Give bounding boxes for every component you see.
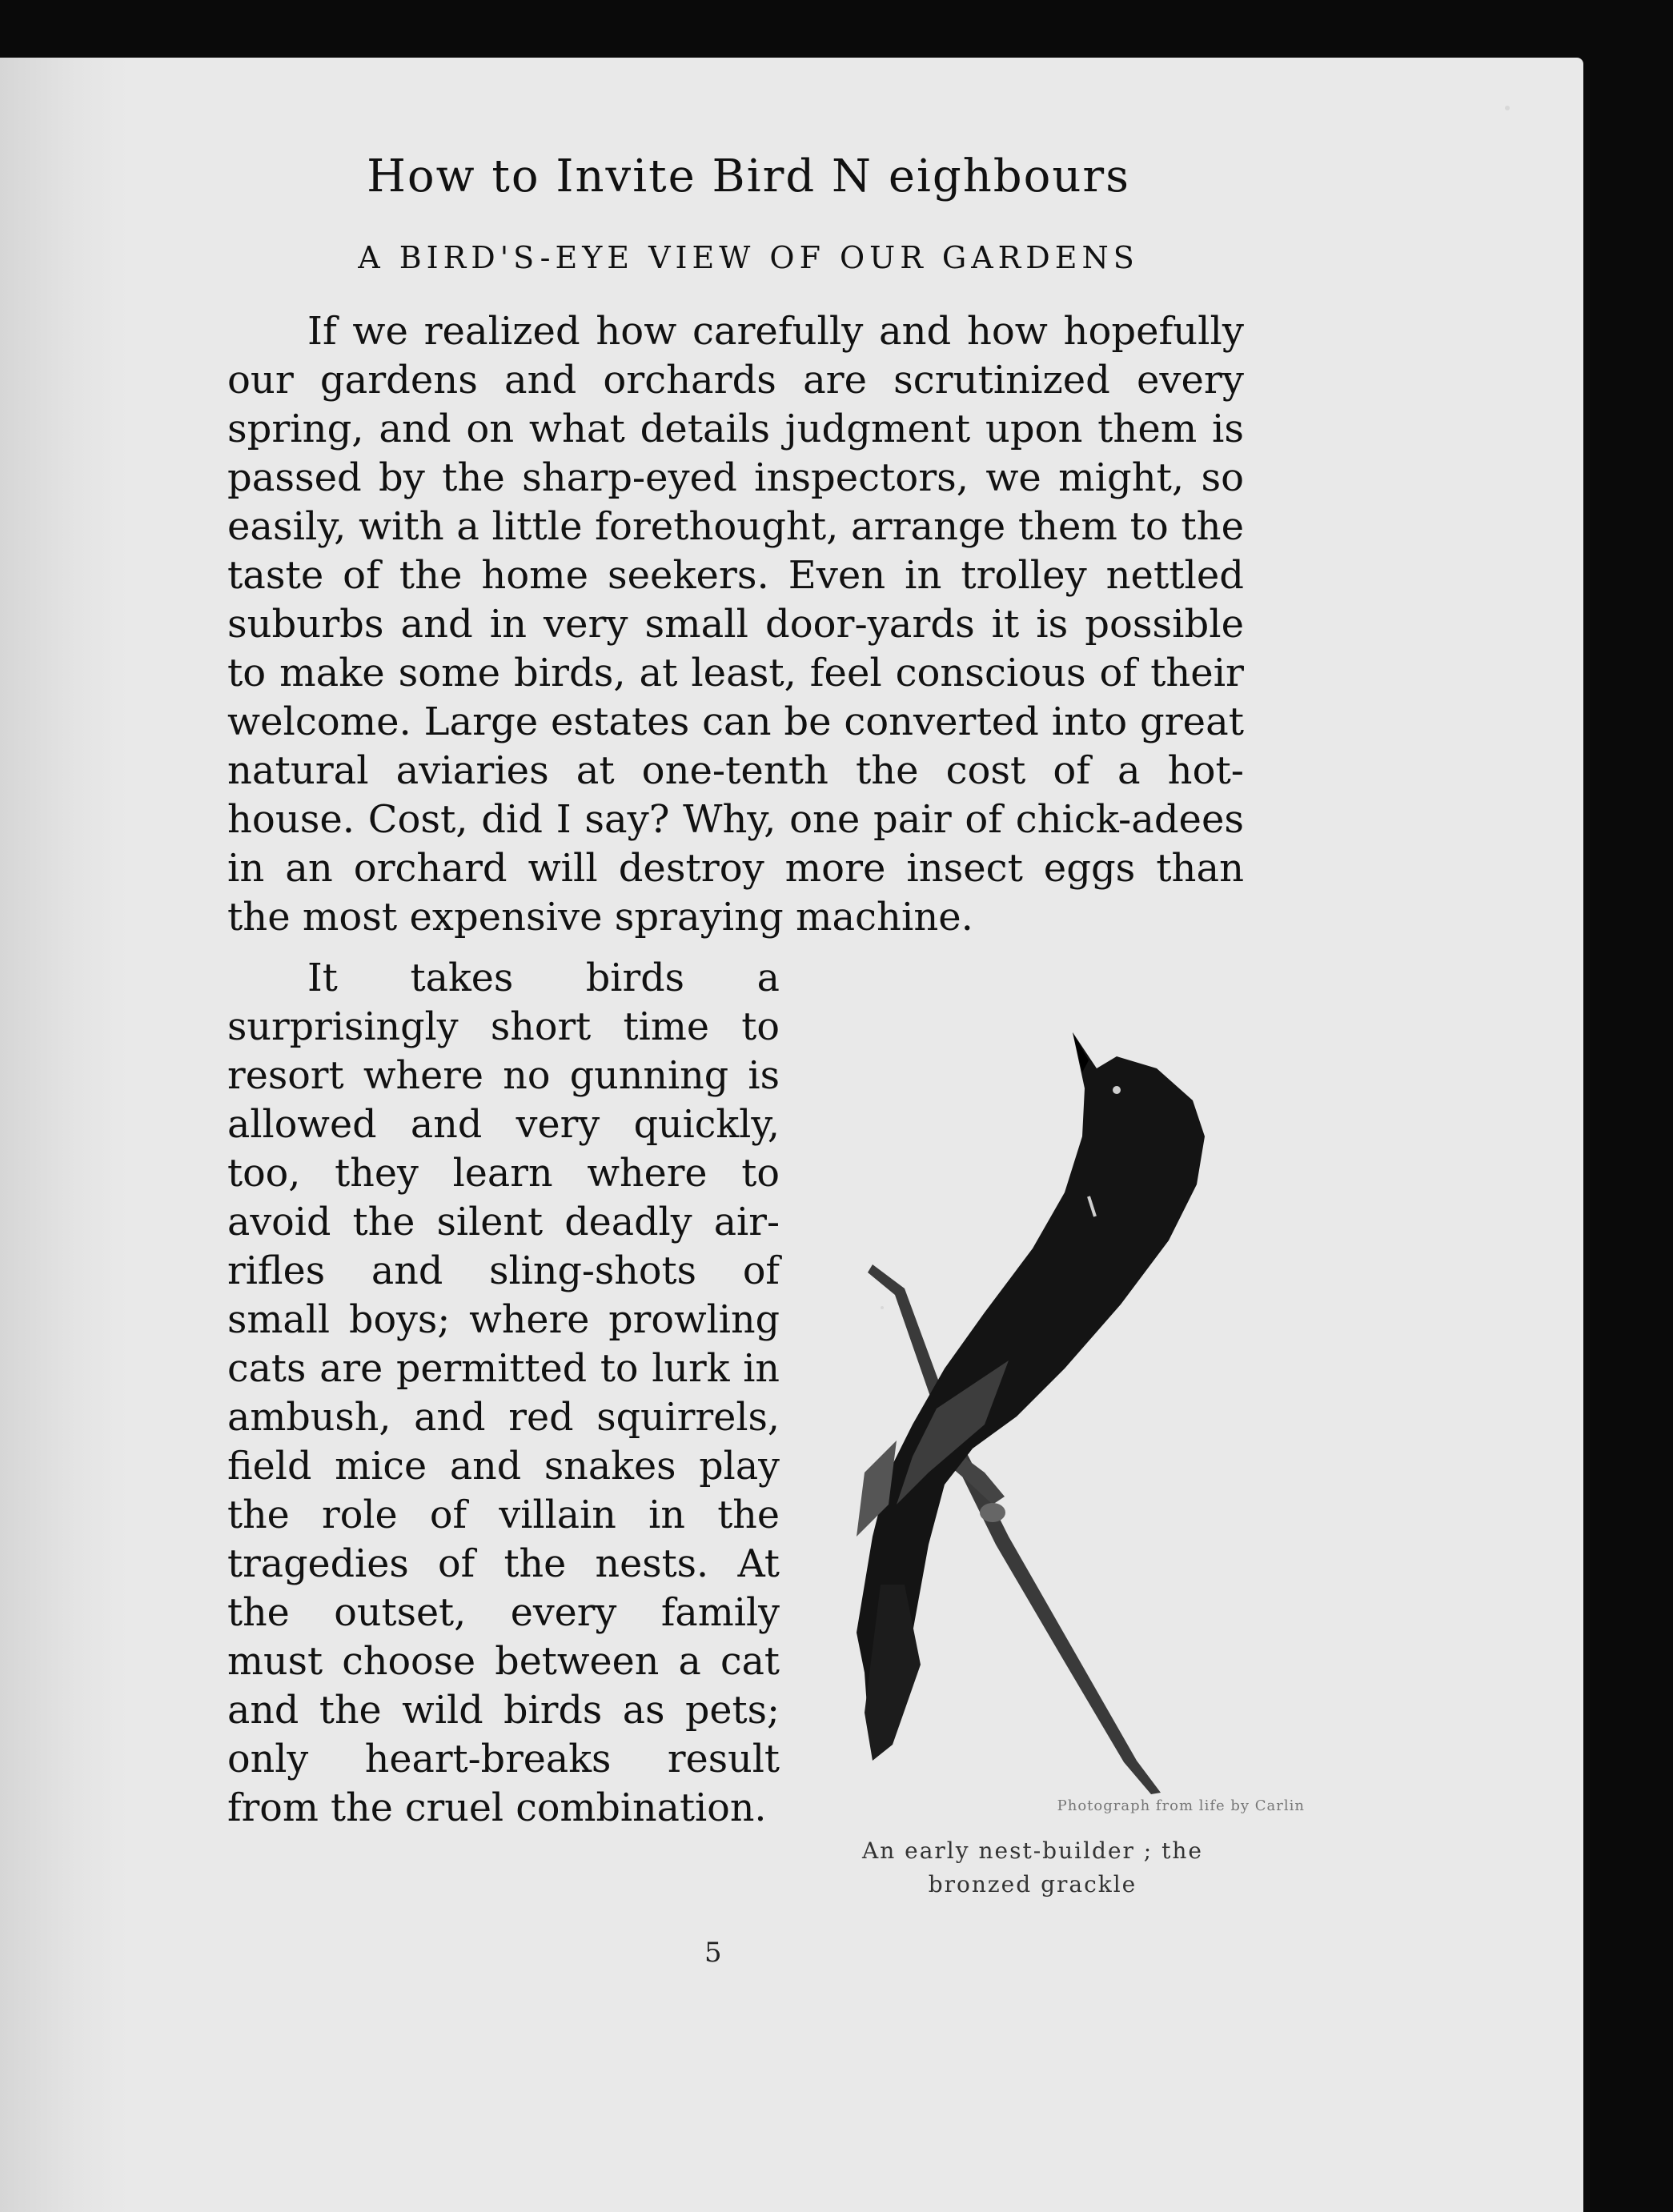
page-gutter-shadow — [0, 58, 128, 2212]
bird-foot — [980, 1503, 1005, 1522]
body-paragraph-2: It takes birds a surprisingly short time to resort where no gunning is allowed and very quickly, too, they learn where to avoid the silent deadly air-rifles and sling-shots of small boys; where prowling cats are permitted to lurk in ambush, and red squirrels, field mice and snakes play the role of villain in the tragedies of the nests. At the outset, every family must choose between a cat and the wild birds as pets; only heart-breaks result from the cruel combination. — [227, 956, 780, 1830]
section-heading: A BIRD'S-EYE VIEW OF OUR GARDENS — [358, 240, 1139, 275]
bird-illustration — [800, 1024, 1313, 1801]
body-paragraph-1: If we realized how carefully and how hopefully our gardens and orchards are scrutinized every spring, and on what details judgment upon them is passed by the sharp-eyed inspectors, we might, so easily, with a little forethought, arrange them to the taste of the home seekers. Even in trolley nettled suburbs and in very small door-yards it is possible to make some birds, at least, feel conscious of their welcome. Large estates can be converted into great natural aviaries at one-tenth the cost of a hot-house. Cost, did I say? Why, one pair of chick-adees in an orchard will destroy more insect eggs than the most expensive spraying machine. — [227, 309, 1244, 940]
scan-speck — [1505, 106, 1510, 110]
running-title: How to Invite Bird N eighbours — [367, 150, 1130, 202]
bird-eye — [1113, 1086, 1121, 1094]
figure-caption: An early nest-builder ; the bronzed grackle — [862, 1837, 1203, 1897]
page-number: 5 — [704, 1937, 722, 1969]
photo-credit: Photograph from life by Carlin — [1057, 1797, 1305, 1814]
